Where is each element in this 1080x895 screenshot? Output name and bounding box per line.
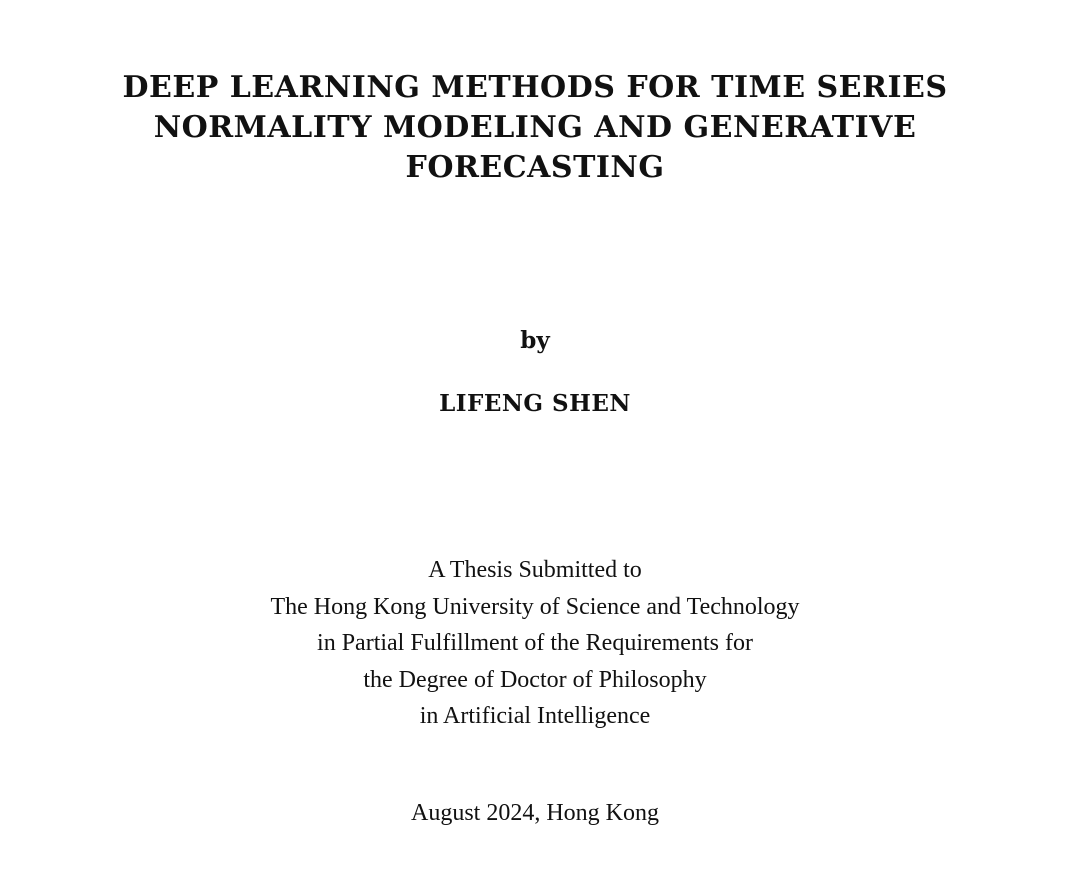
submission-line-4: the Degree of Doctor of Philosophy (363, 666, 707, 693)
author-name: LIFENG SHEN (439, 390, 631, 417)
thesis-title-line-2: NORMALITY MODELING AND GENERATIVE (153, 110, 917, 145)
submission-statement (0, 552, 1070, 735)
thesis-title (0, 68, 1070, 188)
by-label: by (520, 327, 550, 354)
date-and-place: August 2024, Hong Kong (410, 800, 659, 826)
submission-line-3: in Partial Fulfillment of the Requirements for (317, 630, 753, 656)
submission-line-1: A Thesis Submitted to (428, 557, 642, 583)
thesis-title-line-3: FORECASTING (405, 150, 665, 185)
submission-line-5: in Artificial Intelligence (419, 703, 651, 729)
submission-line-2: The Hong Kong University of Science and Technology (270, 593, 800, 620)
thesis-title-line-1: DEEP LEARNING METHODS FOR TIME SERIES (122, 70, 948, 105)
